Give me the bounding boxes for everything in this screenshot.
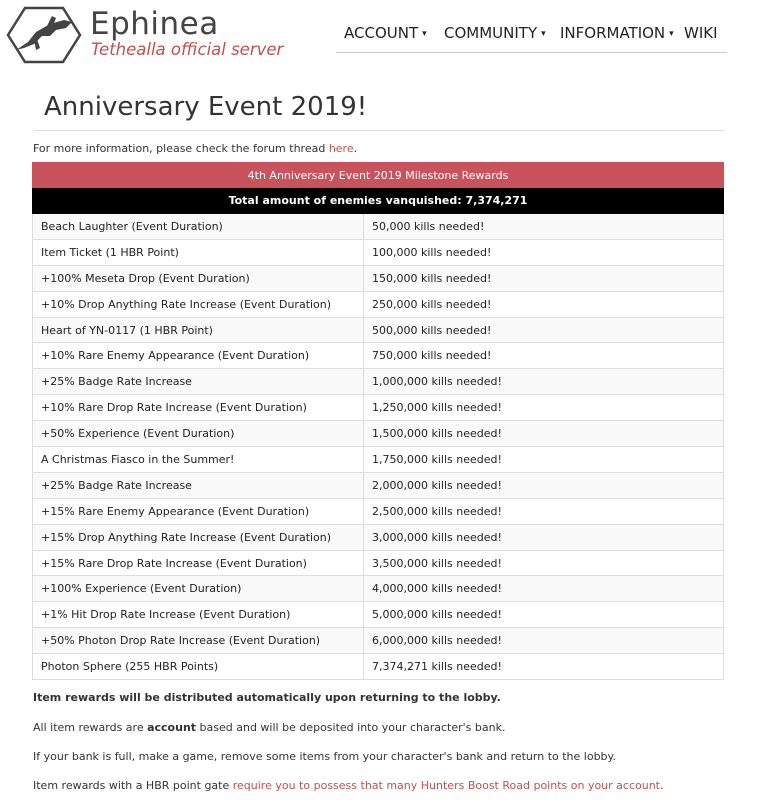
table-row bbox=[33, 369, 724, 395]
site-header bbox=[0, 0, 757, 70]
info-text: For more information, please check the forum thread bbox=[33, 142, 329, 155]
note-hbr-a: Item rewards with a HBR point gate bbox=[33, 779, 233, 792]
note-account-a: All item rewards are bbox=[33, 721, 148, 734]
kills-needed: 1,750,000 kills needed! bbox=[364, 447, 724, 473]
forum-thread-link[interactable]: here bbox=[328, 142, 354, 155]
reward-name: +100% Experience (Event Duration) bbox=[33, 576, 364, 602]
table-row bbox=[33, 317, 724, 343]
kills-needed: 2,000,000 kills needed! bbox=[364, 472, 724, 498]
table-row bbox=[33, 214, 724, 240]
reward-name: +25% Badge Rate Increase bbox=[33, 369, 364, 395]
reward-name: +100% Meseta Drop (Event Duration) bbox=[33, 265, 364, 291]
kills-needed: 1,250,000 kills needed! bbox=[364, 395, 724, 421]
note-hbr-c: . bbox=[660, 779, 664, 792]
main-nav bbox=[336, 20, 727, 53]
ephinea-logo-icon[interactable] bbox=[6, 6, 82, 64]
table-row bbox=[33, 498, 724, 524]
kills-needed: 750,000 kills needed! bbox=[364, 343, 724, 369]
nav-account[interactable] bbox=[344, 24, 427, 42]
note-bank-full: If your bank is full, make a game, remove some items from your character's bank and return to the lobby. bbox=[33, 750, 616, 763]
reward-name: A Christmas Fiasco in the Summer! bbox=[33, 447, 364, 473]
table-row bbox=[33, 421, 724, 447]
kills-needed: 150,000 kills needed! bbox=[364, 265, 724, 291]
brand-title[interactable]: Ephinea bbox=[90, 6, 219, 42]
reward-name: +15% Rare Drop Rate Increase (Event Duration) bbox=[33, 550, 364, 576]
table-row bbox=[33, 628, 724, 654]
table-row bbox=[33, 472, 724, 498]
chevron-down-icon: ▾ bbox=[422, 29, 427, 39]
kills-needed: 1,000,000 kills needed! bbox=[364, 369, 724, 395]
nav-wiki-label: WIKI bbox=[684, 24, 718, 42]
info-line bbox=[33, 142, 357, 156]
table-header-row bbox=[33, 163, 724, 188]
reward-name: +1% Hit Drop Rate Increase (Event Duration) bbox=[33, 602, 364, 628]
kills-needed: 4,000,000 kills needed! bbox=[364, 576, 724, 602]
nav-wiki[interactable] bbox=[684, 24, 718, 42]
nav-account-label: ACCOUNT bbox=[344, 24, 419, 42]
reward-name: Photon Sphere (255 HBR Points) bbox=[33, 654, 364, 680]
page-title: Anniversary Event 2019! bbox=[44, 92, 368, 122]
reward-name: +15% Rare Enemy Appearance (Event Duration) bbox=[33, 498, 364, 524]
note-account-c: based and will be deposited into your character's bank. bbox=[196, 721, 506, 734]
reward-name: +25% Badge Rate Increase bbox=[33, 472, 364, 498]
kills-needed: 100,000 kills needed! bbox=[364, 239, 724, 265]
note-hbr-gate bbox=[33, 779, 664, 793]
chevron-down-icon: ▾ bbox=[669, 29, 674, 39]
table-header: 4th Anniversary Event 2019 Milestone Rewards bbox=[33, 163, 724, 188]
reward-name: +10% Rare Drop Rate Increase (Event Duration) bbox=[33, 395, 364, 421]
reward-name: Beach Laughter (Event Duration) bbox=[33, 214, 364, 240]
table-row bbox=[33, 550, 724, 576]
note-hbr-b: require you to possess that many Hunters Boost Road points on your account bbox=[232, 779, 660, 792]
kills-needed: 50,000 kills needed! bbox=[364, 214, 724, 240]
nav-community[interactable] bbox=[444, 24, 546, 42]
table-row bbox=[33, 395, 724, 421]
table-row bbox=[33, 239, 724, 265]
kills-needed: 7,374,271 kills needed! bbox=[364, 654, 724, 680]
kills-needed: 3,000,000 kills needed! bbox=[364, 524, 724, 550]
milestone-rewards-table bbox=[32, 162, 724, 680]
reward-name: Heart of YN-0117 (1 HBR Point) bbox=[33, 317, 364, 343]
table-total-row bbox=[33, 188, 724, 214]
kills-needed: 1,500,000 kills needed! bbox=[364, 421, 724, 447]
chevron-down-icon: ▾ bbox=[541, 29, 546, 39]
kills-needed: 5,000,000 kills needed! bbox=[364, 602, 724, 628]
reward-name: +50% Photon Drop Rate Increase (Event Duration) bbox=[33, 628, 364, 654]
info-suffix: . bbox=[353, 142, 358, 155]
table-row bbox=[33, 447, 724, 473]
note-account-b: account bbox=[147, 721, 197, 734]
brand-subtitle: Tethealla official server bbox=[91, 40, 284, 59]
kills-needed: 6,000,000 kills needed! bbox=[364, 628, 724, 654]
reward-name: +10% Drop Anything Rate Increase (Event Duration) bbox=[33, 291, 364, 317]
table-row bbox=[33, 576, 724, 602]
title-divider bbox=[34, 130, 724, 131]
reward-name: +10% Rare Enemy Appearance (Event Duration) bbox=[33, 343, 364, 369]
table-row bbox=[33, 654, 724, 680]
table-row bbox=[33, 291, 724, 317]
note-distribution: Item rewards will be distributed automatically upon returning to the lobby. bbox=[33, 691, 501, 704]
table-row bbox=[33, 265, 724, 291]
kills-needed: 250,000 kills needed! bbox=[364, 291, 724, 317]
nav-community-label: COMMUNITY bbox=[444, 24, 538, 42]
kills-needed: 500,000 kills needed! bbox=[364, 317, 724, 343]
nav-information[interactable] bbox=[560, 24, 674, 42]
table-row bbox=[33, 602, 724, 628]
reward-name: +50% Experience (Event Duration) bbox=[33, 421, 364, 447]
table-row bbox=[33, 524, 724, 550]
table-total: Total amount of enemies vanquished: 7,374,271 bbox=[33, 188, 724, 214]
kills-needed: 3,500,000 kills needed! bbox=[364, 550, 724, 576]
table-row bbox=[33, 343, 724, 369]
reward-name: +15% Drop Anything Rate Increase (Event Duration) bbox=[33, 524, 364, 550]
reward-name: Item Ticket (1 HBR Point) bbox=[33, 239, 364, 265]
note-account bbox=[33, 721, 505, 735]
nav-information-label: INFORMATION bbox=[560, 24, 666, 42]
kills-needed: 2,500,000 kills needed! bbox=[364, 498, 724, 524]
